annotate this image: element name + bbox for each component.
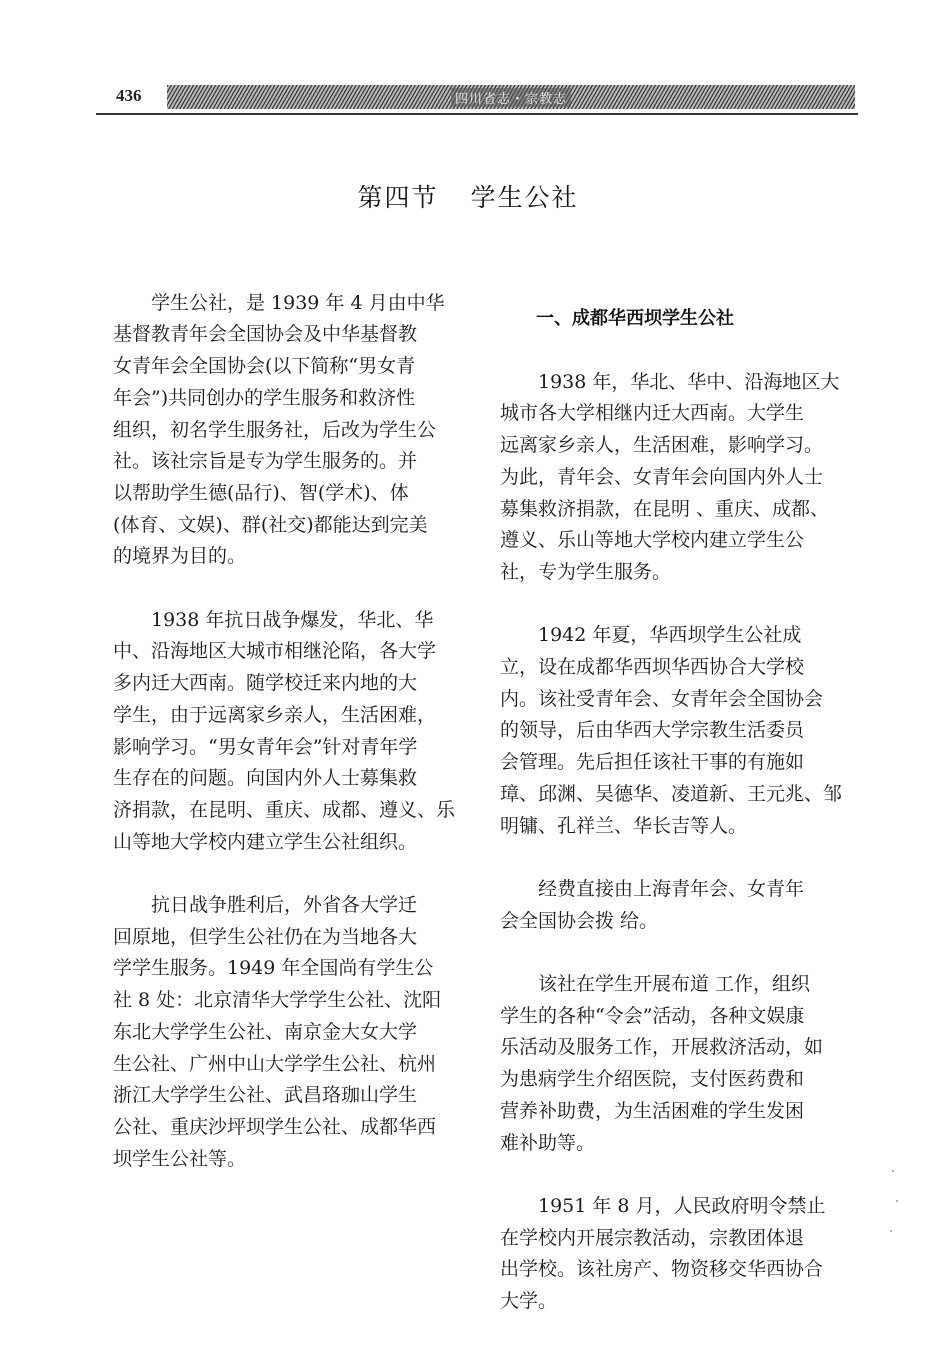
scan-speck [890, 1230, 892, 1232]
paragraph: 1938 年，华北、华中、沿海地区大 城市各大学相继内迁大西南。大学生 远离家乡亲人，生活困难，影响学习。 为此，青年会、女青年会向国内外人士 募集救济捐款，在昆明 、重庆、成都、 遵义、乐山等地大学校内建立学生公 社，专为学生服务。 [500, 370, 840, 583]
paragraph: 1942 年夏，华西坝学生公社成 立，设在成都华西坝华西协合大学校 内。该社受青年会、女青年会全国协会 的领导，后由华西大学宗教生活委员 会管理。先后担任该社干事的有施如 璋、邱渊、吴德华、凌道新、王元兆、邹 明镛、孔祥兰、华长吉等人。 [500, 624, 843, 837]
paragraph: 1951 年 8 月，人民政府明令禁止 在学校内开展宗教活动，宗教团体退 出学校。该社房产、物资移交华西协合 大学。 [500, 1194, 826, 1313]
scan-speck [896, 1200, 898, 1202]
right-column [500, 335, 870, 1350]
paragraph: 1938 年抗日战争爆发，华北、华 中、沿海地区大城市相继沦陷，各大学 多内迁大西南。随学校迁来内地的大 学生，由于远离家乡亲人，生活困难， 影响学习。“男女青年会”针对青年学 生存在的问题。向国内外人士募集救 济捐款，在昆明、重庆、成都、遵义、乐 山等地大学校内建立学生公社组织。 [113, 608, 456, 853]
left-column [113, 256, 483, 1207]
paragraph: 经费直接由上海青年会、女青年 会全国协会拨 给。 [500, 877, 805, 932]
section-title: 学生公社 [470, 183, 579, 212]
paragraph: 学生公社，是 1939 年 4 月由中华 基督教青年会全国协会及中华基督教 女青年会全国协会(以下简称“男女青 年会”)共同创办的学生服务和救济性 组织，初名学生服务社，后改为学生公 社。该社宗旨是专为学生服务的。并 以帮助学生德(品行)、智(学术)、体 (体育、文娱)、群(社交)都能达到完美 的境界为目的。 [113, 291, 445, 568]
header-rule [96, 113, 858, 115]
paragraph: 抗日战争胜利后，外省各大学迁 回原地，但学生公社仍在为当地各大 学学生服务。1949 年全国尚有学生公 社 8 处：北京清华大学学生公社、沈阳 东北大学学生公社、南京金大女大学 生公社、广州中山大学学生公社、杭州 浙江大学学生公社、武昌珞珈山学生 公社、重庆沙坪坝学生公社、成都华西 坝学生公社等。 [113, 894, 442, 1170]
page-number: 436 [116, 86, 142, 105]
section-number: 第四节 [357, 183, 439, 212]
running-header-band [167, 85, 855, 109]
subsection-heading: 一、成都华西坝学生公社 [536, 308, 734, 329]
scan-speck [892, 1170, 894, 1172]
paragraph: 该社在学生开展布道 工作，组织 学生的各种“令会”活动，各种文娱康 乐活动及服务工作，开展救济活动，如 为患病学生介绍医院，支付医药费和 营养补助费，为生活困难的学生发困 难补助等。 [500, 973, 824, 1154]
running-header-title: 四川省志・宗教志 [451, 88, 571, 107]
section-heading [0, 178, 936, 214]
